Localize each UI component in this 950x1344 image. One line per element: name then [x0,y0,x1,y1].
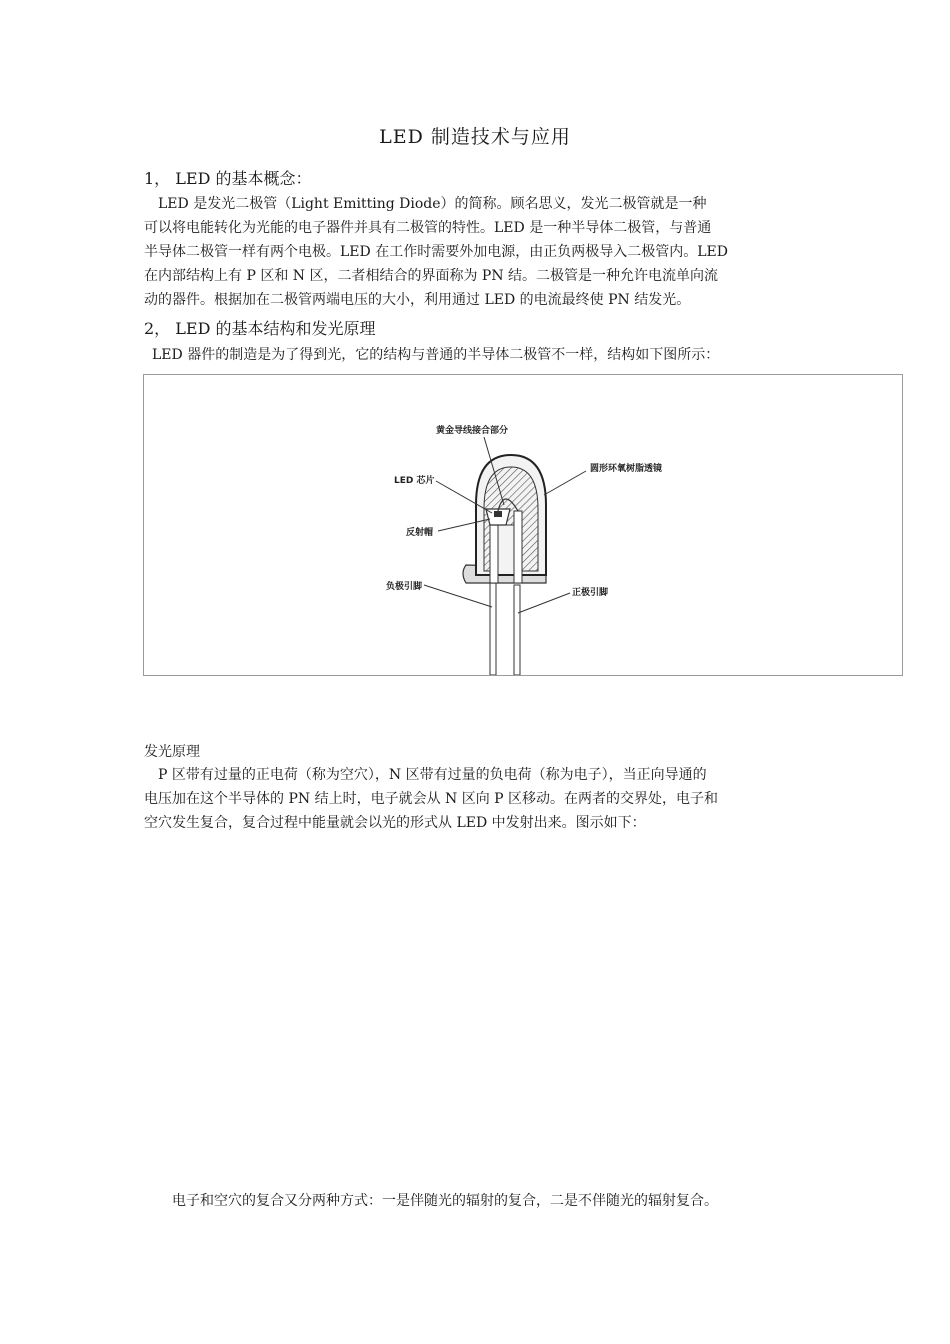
paragraph-line: LED 是发光二极管（Light Emitting Diode）的简称。顾名思义，发光二极管就是一种 [144,196,707,212]
leader-cathode [424,585,492,607]
section-1-paragraph [144,192,809,312]
section-1-heading: 1， LED 的基本概念： [144,169,312,188]
cathode-lead [490,583,496,675]
led-chip [494,511,502,517]
paragraph-line: 空穴发生复合，复合过程中能量就会以光的形式从 LED 中发射出来。图示如下： [144,815,646,831]
label-cathode: 负极引脚 [386,582,423,592]
label-gold-wire: 黄金导线接合部分 [436,426,509,436]
principle-heading: 发光原理 [144,744,200,760]
paragraph-line: 动的器件。根据加在二极管两端电压的大小，利用通过 LED 的电流最终使 PN 结发光。 [144,292,691,308]
led-structure-figure [143,374,903,676]
closing-sentence: 电子和空穴的复合又分两种方式：一是伴随光的辐射的复合，二是不伴随光的辐射复合。 [172,1193,718,1209]
paragraph-line: P 区带有过量的正电荷（称为空穴），N 区带有过量的负电荷（称为电子），当正向导通的 [144,767,707,783]
page-title: LED 制造技术与应用 [379,126,571,148]
label-reflector: 反射帽 [406,528,434,538]
cathode-post [490,525,498,583]
anode-lead [514,585,520,675]
paragraph-line: 半导体二极管一样有两个电极。LED 在工作时需要外加电源，由正负两极导入二极管内。LED [144,244,728,260]
section-2-intro: LED 器件的制造是为了得到光，它的结构与普通的半导体二极管不一样，结构如下图所示： [152,347,720,363]
label-led-chip: LED 芯片 [394,476,435,486]
led-diagram [144,375,902,675]
label-epoxy-lens: 圆形环氧树脂透镜 [590,464,663,474]
paragraph-line: 可以将电能转化为光能的电子器件并具有二极管的特性。LED 是一种半导体二极管，与普通 [144,220,712,236]
leader-anode [518,593,570,613]
section-2-heading: 2， LED 的基本结构和发光原理 [144,319,376,338]
label-anode: 正极引脚 [572,588,609,598]
paragraph-line: 电压加在这个半导体的 PN 结上时，电子就会从 N 区向 P 区移动。在两者的交界处，电子和 [144,791,719,807]
anode-post [514,511,522,583]
paragraph-line: 在内部结构上有 P 区和 N 区，二者相结合的界面称为 PN 结。二极管是一种允许电流单向流 [144,268,719,284]
principle-paragraph [144,763,809,835]
leader-lens [544,471,586,495]
